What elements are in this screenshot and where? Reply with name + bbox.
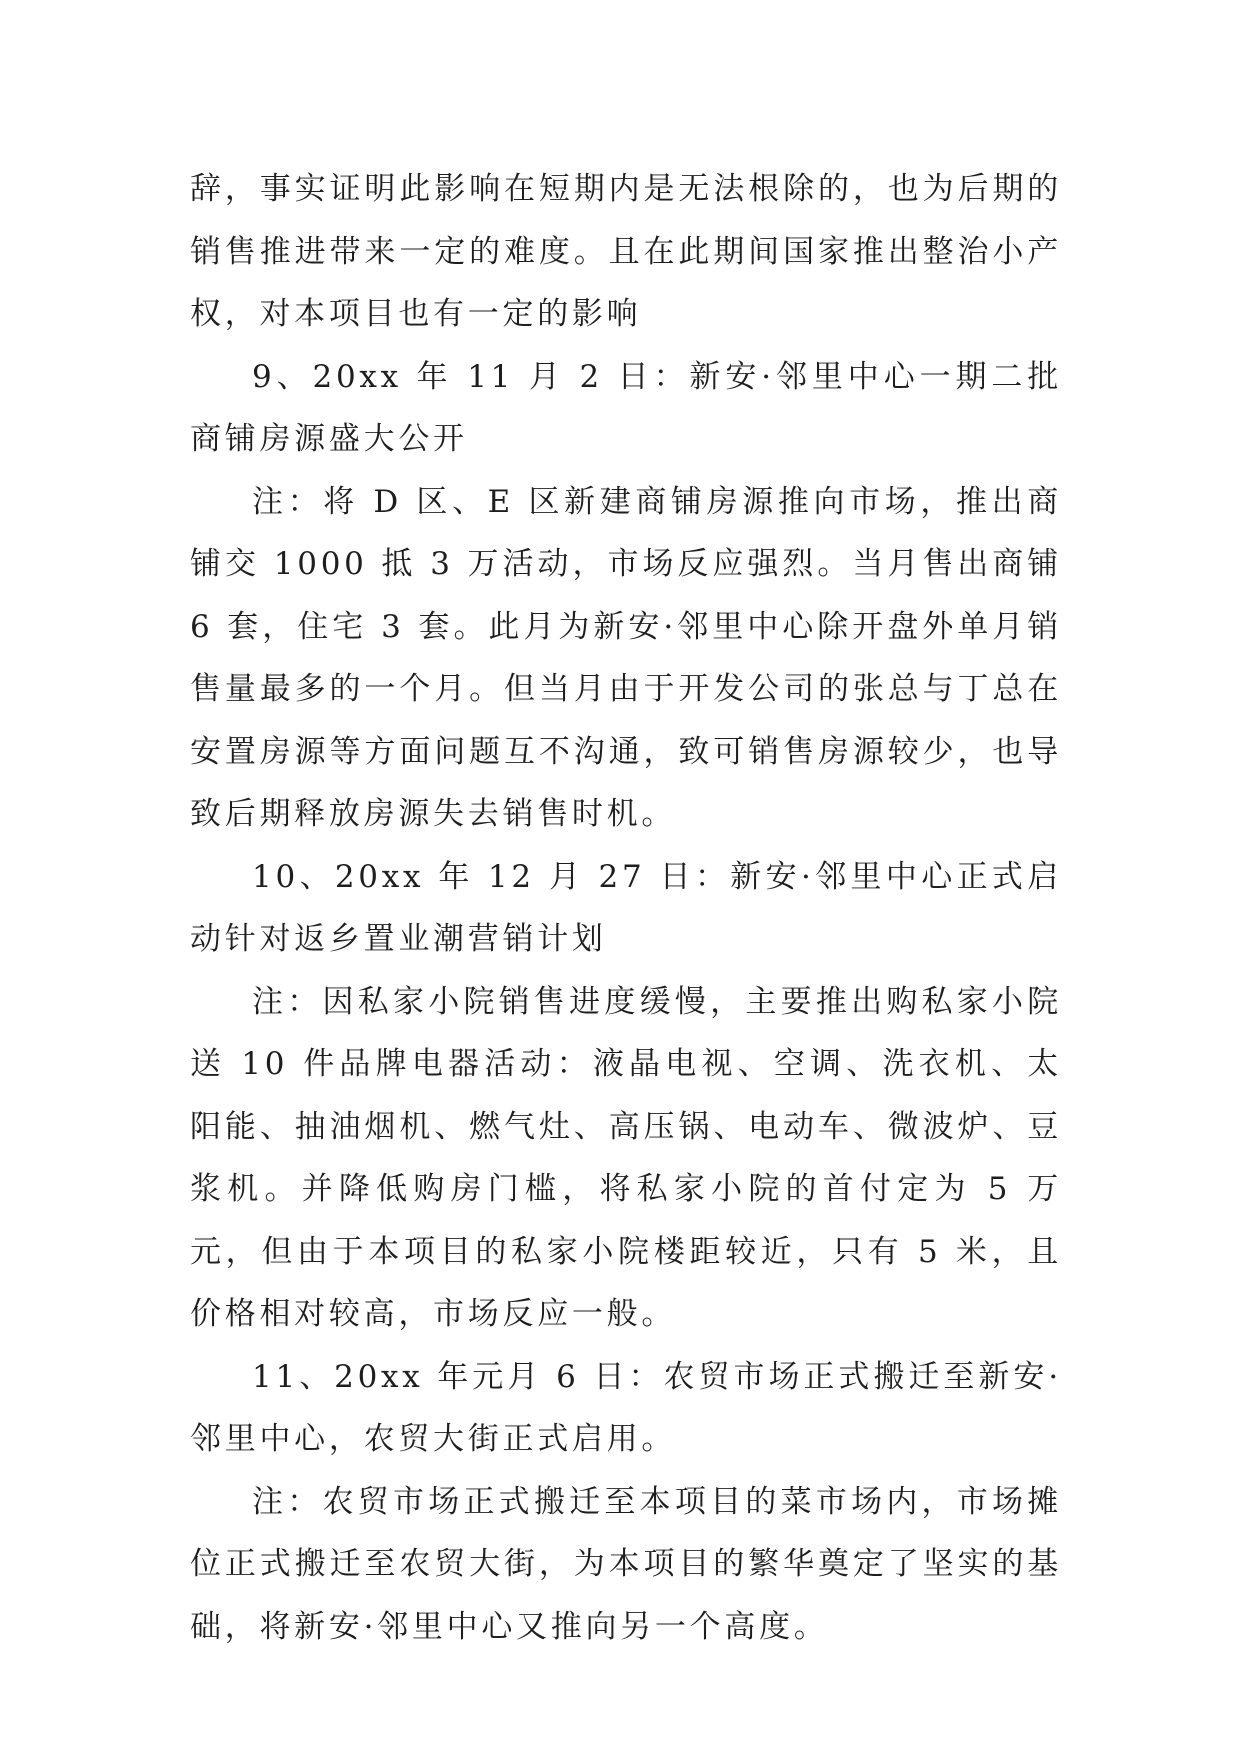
paragraph: 辞，事实证明此影响在短期内是无法根除的，也为后期的销售推进带来一定的难度。且在此期间国家推出整治小产权，对本项目也有一定的影响 <box>190 171 1062 332</box>
paragraph: 11、20xx 年元月 6 日：农贸市场正式搬迁至新安·邻里中心，农贸大街正式启用。 <box>190 1358 1062 1457</box>
paragraph: 9、20xx 年 11 月 2 日：新安·邻里中心一期二批商铺房源盛大公开 <box>190 358 1062 457</box>
document-body <box>190 158 1062 1658</box>
paragraph: 10、20xx 年 12 月 27 日：新安·邻里中心正式启动针对返乡置业潮营销计划 <box>190 858 1062 957</box>
paragraph: 注：因私家小院销售进度缓慢，主要推出购私家小院送 10 件品牌电器活动：液晶电视、空调、洗衣机、太阳能、抽油烟机、燃气灶、高压锅、电动车、微波炉、豆浆机。并降低购房门槛，将私家小院的首付定为 5 万元，但由于本项目的私家小院楼距较近，只有 5 米，且价格相对较高，市场反应一般。 <box>190 983 1062 1332</box>
paragraph: 注：农贸市场正式搬迁至本项目的菜市场内，市场摊位正式搬迁至农贸大街，为本项目的繁华奠定了坚实的基础，将新安·邻里中心又推向另一个高度。 <box>190 1483 1062 1645</box>
paragraph: 注：将 D 区、E 区新建商铺房源推向市场，推出商铺交 1000 抵 3 万活动，市场反应强烈。当月售出商铺 6 套，住宅 3 套。此月为新安·邻里中心除开盘外单月销售量最多的一个月。但当月由于开发公司的张总与丁总在安置房源等方面问题互不沟通，致可销售房源较少，也导致后期释放房源失去销售时机。 <box>190 483 1062 832</box>
